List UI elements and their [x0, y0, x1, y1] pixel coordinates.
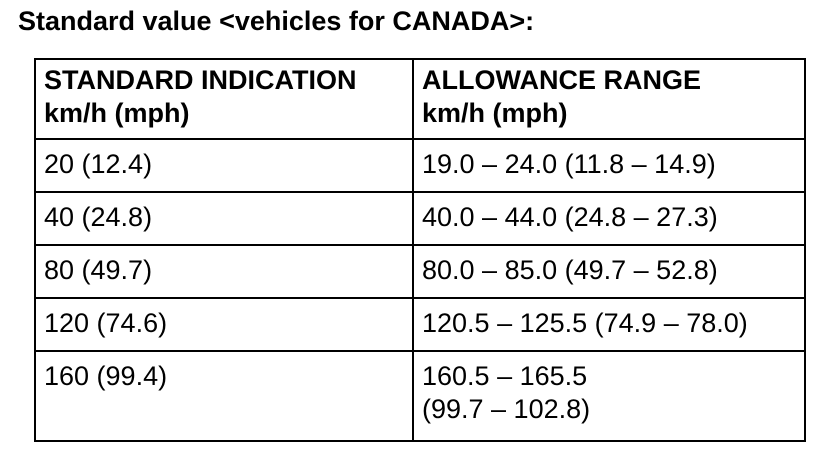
range-cell: 40.0 – 44.0 (24.8 – 27.3) — [413, 192, 805, 245]
table-row — [35, 298, 805, 351]
range-line: (99.7 – 102.8) — [422, 394, 591, 424]
table-row — [35, 139, 805, 192]
range-cell: 120.5 – 125.5 (74.9 – 78.0) — [413, 298, 805, 351]
header-allowance-range — [413, 59, 805, 139]
speedometer-spec-table — [34, 58, 806, 442]
header-label: STANDARD INDICATION — [44, 65, 357, 95]
indication-cell: 40 (24.8) — [35, 192, 413, 245]
table-row — [35, 245, 805, 298]
table-row — [35, 192, 805, 245]
table-row — [35, 351, 805, 441]
indication-cell: 80 (49.7) — [35, 245, 413, 298]
indication-cell: 20 (12.4) — [35, 139, 413, 192]
range-cell: 80.0 – 85.0 (49.7 – 52.8) — [413, 245, 805, 298]
range-line: 160.5 – 165.5 — [422, 361, 588, 391]
header-unit: km/h (mph) — [422, 98, 568, 128]
page-title: Standard value <vehicles for CANADA>: — [18, 6, 535, 36]
indication-cell: 120 (74.6) — [35, 298, 413, 351]
header-label: ALLOWANCE RANGE — [422, 65, 701, 95]
header-standard-indication — [35, 59, 413, 139]
header-unit: km/h (mph) — [44, 98, 190, 128]
indication-cell: 160 (99.4) — [35, 351, 413, 441]
table-header-row — [35, 59, 805, 139]
range-cell: 19.0 – 24.0 (11.8 – 14.9) — [413, 139, 805, 192]
range-cell — [413, 351, 805, 441]
